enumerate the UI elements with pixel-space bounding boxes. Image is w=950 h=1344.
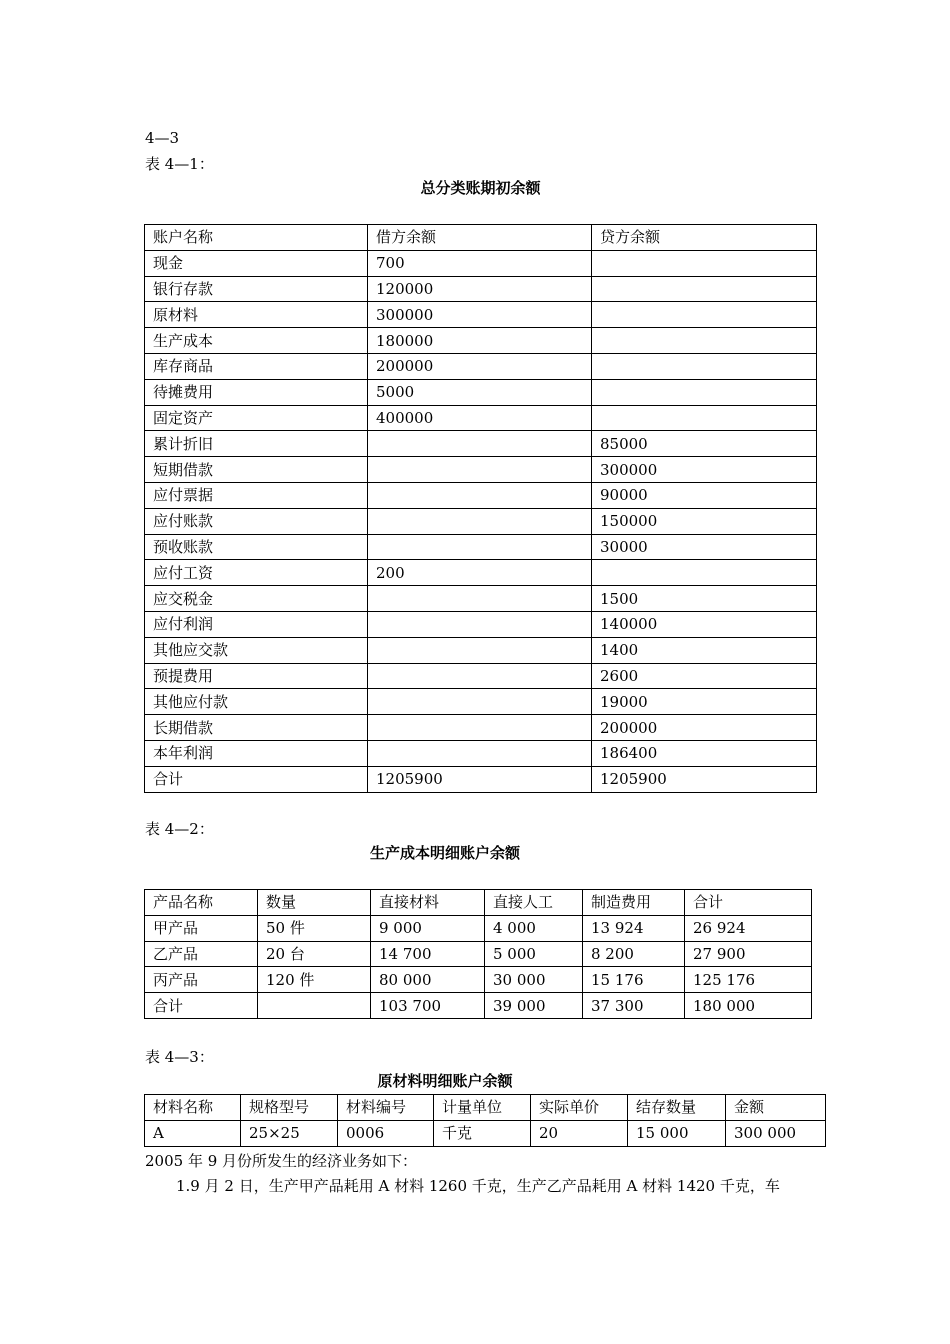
table-cell: 2600: [592, 663, 817, 689]
table-cell: 乙产品: [145, 941, 258, 967]
table-cell: 26 924: [685, 915, 812, 941]
table-cell: [368, 586, 592, 612]
header-cell: 实际单价: [531, 1095, 628, 1121]
table3-caption: 表 4—3：: [145, 1048, 214, 1066]
header-row: [145, 1095, 826, 1121]
header-cell: 直接材料: [371, 890, 485, 916]
table-cell: [592, 276, 817, 302]
table-cell: 丙产品: [145, 967, 258, 993]
table-cell: [592, 405, 817, 431]
table-row: [145, 941, 812, 967]
table-cell: 140000: [592, 611, 817, 637]
table-row: [145, 993, 812, 1019]
header-cell: 材料编号: [338, 1095, 434, 1121]
table-cell: 甲产品: [145, 915, 258, 941]
table-row: [145, 405, 817, 431]
table-cell: 其他应付款: [145, 689, 368, 715]
header-cell: 合计: [685, 890, 812, 916]
table-cell: 4 000: [485, 915, 583, 941]
table-cell: 200: [368, 560, 592, 586]
table-cell: 180 000: [685, 993, 812, 1019]
table-cell: 25×25: [241, 1120, 338, 1146]
table-row: [145, 353, 817, 379]
header-row: [145, 225, 817, 251]
table-cell: [592, 353, 817, 379]
table-cell: 150000: [592, 508, 817, 534]
header-cell: 数量: [258, 890, 371, 916]
table-cell: 1205900: [592, 766, 817, 792]
header-cell: 借方余额: [368, 225, 592, 251]
table-cell: 千克: [434, 1120, 531, 1146]
table-cell: 186400: [592, 740, 817, 766]
table-cell: [592, 302, 817, 328]
table-row: [145, 766, 817, 792]
business-intro: 2005 年 9 月份所发生的经济业务如下：: [145, 1152, 418, 1170]
table-cell: 应付利润: [145, 611, 368, 637]
table-cell: 固定资产: [145, 405, 368, 431]
table-row: [145, 560, 817, 586]
table-cell: 预收账款: [145, 534, 368, 560]
table-cell: 9 000: [371, 915, 485, 941]
table-cell: 37 300: [583, 993, 685, 1019]
table-row: [145, 431, 817, 457]
table-cell: [592, 250, 817, 276]
table-cell: 103 700: [371, 993, 485, 1019]
general-ledger-table: [144, 224, 817, 793]
table-cell: 300000: [592, 457, 817, 483]
table-cell: 85000: [592, 431, 817, 457]
table1-title: 总分类账期初余额: [420, 179, 541, 197]
table-cell: 1400: [592, 637, 817, 663]
header-cell: 产品名称: [145, 890, 258, 916]
table-cell: 200000: [368, 353, 592, 379]
table-cell: 长期借款: [145, 715, 368, 741]
table-row: [145, 715, 817, 741]
table-cell: 银行存款: [145, 276, 368, 302]
production-cost-table: [144, 889, 812, 1019]
table-row: [145, 482, 817, 508]
header-cell: 材料名称: [145, 1095, 241, 1121]
header-cell: 制造费用: [583, 890, 685, 916]
table-cell: 27 900: [685, 941, 812, 967]
table1-caption: 表 4—1：: [145, 155, 214, 173]
table-cell: 30 000: [485, 967, 583, 993]
table-row: [145, 611, 817, 637]
table-cell: [592, 379, 817, 405]
table-row: [145, 328, 817, 354]
table-cell: 合计: [145, 993, 258, 1019]
table2-title: 生产成本明细账户余额: [369, 844, 520, 862]
table-cell: 13 924: [583, 915, 685, 941]
table-cell: 30000: [592, 534, 817, 560]
table-cell: 原材料: [145, 302, 368, 328]
header-cell: 规格型号: [241, 1095, 338, 1121]
table-cell: [368, 508, 592, 534]
table-row: [145, 457, 817, 483]
table-cell: 125 176: [685, 967, 812, 993]
table-cell: 20 台: [258, 941, 371, 967]
table-cell: [368, 611, 592, 637]
table-cell: 库存商品: [145, 353, 368, 379]
table-cell: [368, 534, 592, 560]
table-cell: 80 000: [371, 967, 485, 993]
table-cell: 短期借款: [145, 457, 368, 483]
table-row: [145, 534, 817, 560]
table-cell: 14 700: [371, 941, 485, 967]
table-cell: 39 000: [485, 993, 583, 1019]
table-cell: 200000: [592, 715, 817, 741]
table-cell: 待摊费用: [145, 379, 368, 405]
header-cell: 计量单位: [434, 1095, 531, 1121]
header-cell: 直接人工: [485, 890, 583, 916]
table-cell: 现金: [145, 250, 368, 276]
table-row: [145, 915, 812, 941]
table-row: [145, 637, 817, 663]
table-cell: 15 176: [583, 967, 685, 993]
table-cell: 20: [531, 1120, 628, 1146]
table-cell: 应付账款: [145, 508, 368, 534]
table-cell: [368, 482, 592, 508]
table-cell: 累计折旧: [145, 431, 368, 457]
table-cell: 其他应交款: [145, 637, 368, 663]
header-cell: 结存数量: [628, 1095, 726, 1121]
table-cell: 应付票据: [145, 482, 368, 508]
table-cell: 8 200: [583, 941, 685, 967]
table-cell: 19000: [592, 689, 817, 715]
table-row: [145, 1120, 826, 1146]
table-cell: 应交税金: [145, 586, 368, 612]
header-row: [145, 890, 812, 916]
table-row: [145, 276, 817, 302]
table-cell: 400000: [368, 405, 592, 431]
table-cell: 700: [368, 250, 592, 276]
table-cell: 0006: [338, 1120, 434, 1146]
table-cell: 300000: [368, 302, 592, 328]
header-cell: 金额: [726, 1095, 826, 1121]
table-row: [145, 250, 817, 276]
table-cell: 生产成本: [145, 328, 368, 354]
header-cell: 贷方余额: [592, 225, 817, 251]
table3-title: 原材料明细账户余额: [377, 1072, 513, 1090]
table-row: [145, 586, 817, 612]
table-cell: 90000: [592, 482, 817, 508]
table-row: [145, 740, 817, 766]
table-cell: 120000: [368, 276, 592, 302]
table-cell: [368, 431, 592, 457]
table-cell: [368, 689, 592, 715]
table-cell: 1500: [592, 586, 817, 612]
table-cell: [592, 560, 817, 586]
table-row: [145, 508, 817, 534]
table-row: [145, 967, 812, 993]
table-cell: 120 件: [258, 967, 371, 993]
table-row: [145, 379, 817, 405]
table-cell: [258, 993, 371, 1019]
table-cell: [368, 740, 592, 766]
header-cell: 账户名称: [145, 225, 368, 251]
business-item-1: 1.9 月 2 日，生产甲产品耗用 A 材料 1260 千克，生产乙产品耗用 A 材料 1420 千克，车: [176, 1177, 780, 1195]
table-cell: 180000: [368, 328, 592, 354]
table-cell: [368, 457, 592, 483]
table-cell: 本年利润: [145, 740, 368, 766]
table-cell: [592, 328, 817, 354]
table-row: [145, 689, 817, 715]
table-row: [145, 302, 817, 328]
table-cell: 300 000: [726, 1120, 826, 1146]
table-cell: 15 000: [628, 1120, 726, 1146]
table-cell: 应付工资: [145, 560, 368, 586]
table-cell: 50 件: [258, 915, 371, 941]
table-row: [145, 663, 817, 689]
table2-caption: 表 4—2：: [145, 820, 214, 838]
table-cell: [368, 663, 592, 689]
table-cell: [368, 637, 592, 663]
table-cell: A: [145, 1120, 241, 1146]
table-cell: [368, 715, 592, 741]
table-cell: 合计: [145, 766, 368, 792]
raw-material-table: [144, 1094, 826, 1147]
table-cell: 5000: [368, 379, 592, 405]
table-cell: 预提费用: [145, 663, 368, 689]
table-cell: 1205900: [368, 766, 592, 792]
section-number: 4—3: [145, 129, 180, 147]
table-cell: 5 000: [485, 941, 583, 967]
